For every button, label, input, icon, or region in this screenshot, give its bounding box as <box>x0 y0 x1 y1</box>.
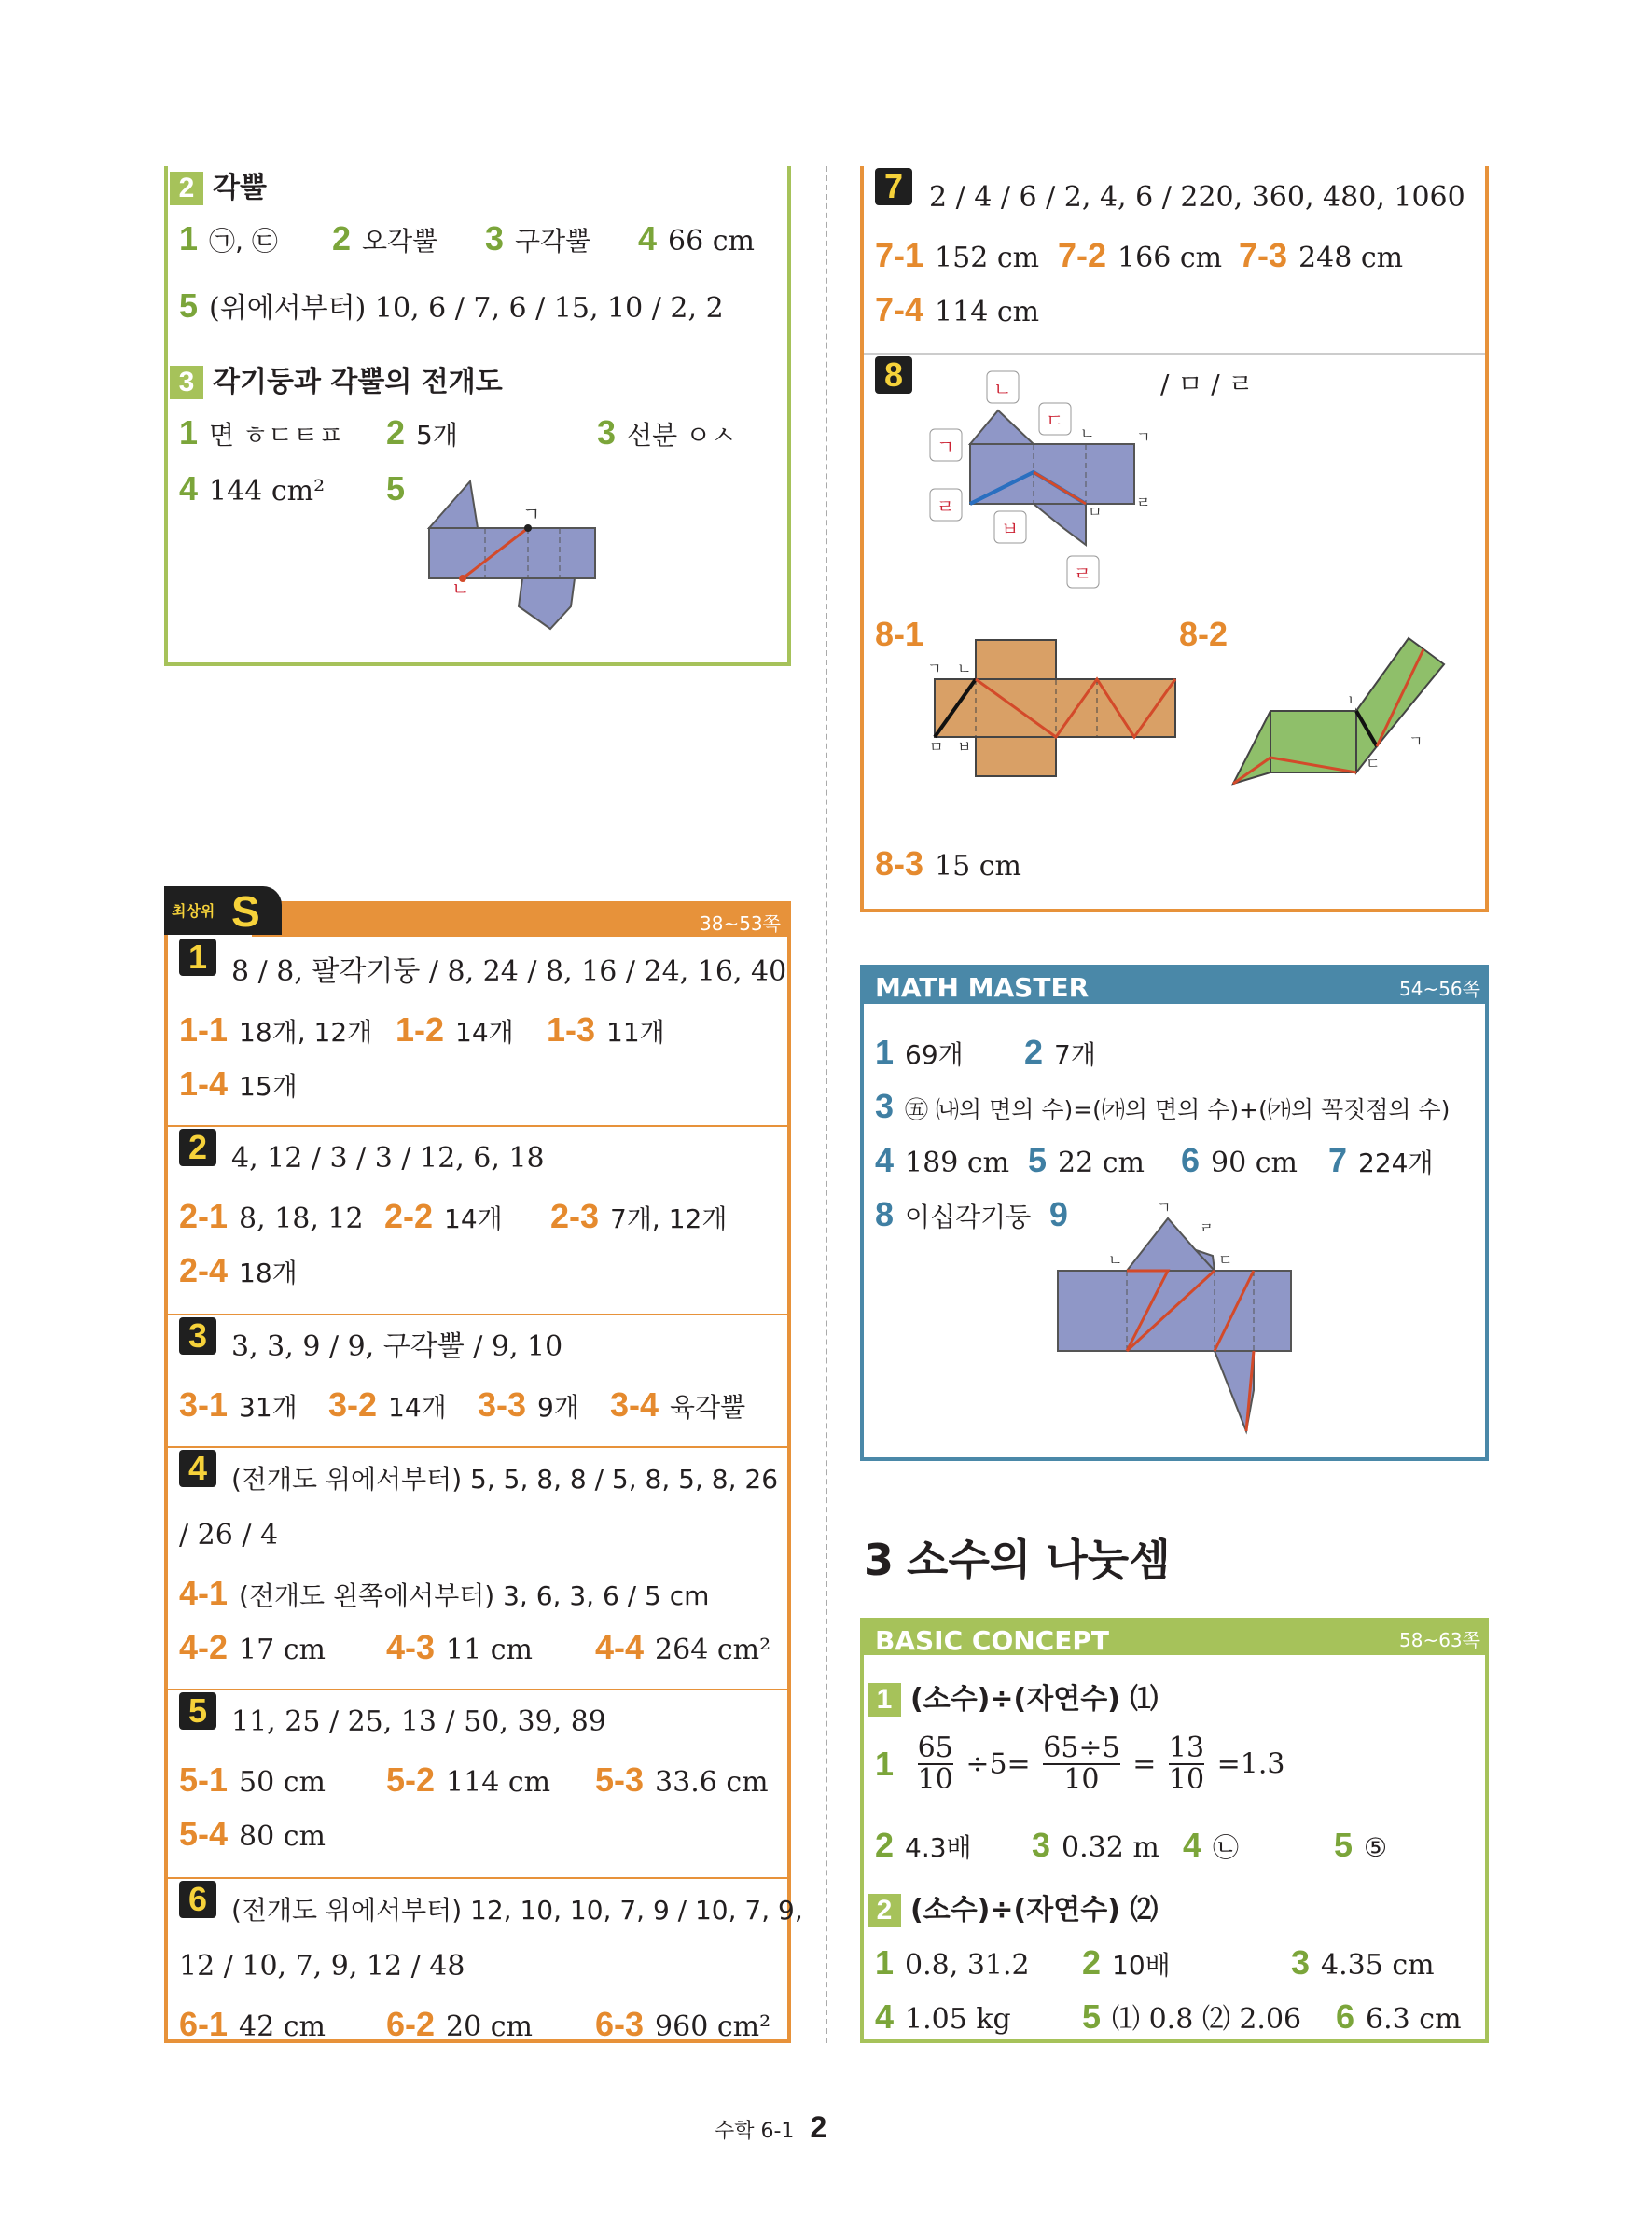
section-title: 각기둥과 각뿔의 전개도 <box>213 366 503 398</box>
answer-item: 2 오각뿔 <box>332 219 438 257</box>
problem-tag: 8 <box>875 356 912 394</box>
answer-item: 1-2 14개 <box>396 1010 514 1049</box>
answer-main: 4, 12 / 3 / 3 / 12, 6, 18 <box>231 1142 545 1175</box>
figure-label: ㄹ <box>1136 494 1151 511</box>
answer-item: 5 22 cm <box>1028 1141 1145 1179</box>
answer-row: 2-4 18개 <box>179 1251 298 1289</box>
problem-tag: 6 <box>179 1881 216 1918</box>
answer-item: 3-2 14개 <box>328 1385 447 1424</box>
answer-item: 1-3 11개 <box>547 1010 665 1049</box>
answer-main: / ㅁ / ㄹ <box>1160 369 1254 399</box>
chapter-title: 소수의 나눗셈 <box>907 1535 1171 1585</box>
answer-item: 3-4 육각뿔 <box>610 1385 746 1424</box>
answer-item: 2 4.3배 <box>875 1826 972 1864</box>
math-master-title: MATH MASTER <box>875 972 1090 1003</box>
answer-item: 3 4.35 cm <box>1291 1943 1435 1982</box>
answer-item: 1 69개 <box>875 1033 964 1071</box>
answer-main: 3, 3, 9 / 9, 구각뿔 / 9, 10 <box>231 1330 563 1363</box>
operator: = <box>1132 1747 1157 1781</box>
section-title: 각뿔 <box>213 172 267 204</box>
problem-tag: 1 <box>179 939 216 976</box>
answer-row: 4-1 (전개도 왼쪽에서부터) 3, 6, 3, 6 / 5 cm <box>179 1574 710 1612</box>
answer-item: 5-1 50 cm <box>179 1760 326 1799</box>
answer-item: 3 구각뿔 <box>485 219 591 257</box>
answer-item: 2 7개 <box>1024 1033 1096 1071</box>
answer-item: 7-2 166 cm <box>1058 236 1223 274</box>
section-heading <box>868 1886 1158 1927</box>
s-logo-icon: S <box>231 887 260 936</box>
answer-item: 5 ⑴ 0.8 ⑵ 2.06 <box>1082 1997 1302 2036</box>
result: =1.3 <box>1216 1747 1285 1781</box>
answer-item: 5-3 33.6 cm <box>595 1760 769 1799</box>
answer-item: 2 5개 <box>386 413 458 452</box>
problem-tag: 4 <box>179 1450 216 1487</box>
answer-item: 4-4 264 cm² <box>595 1628 771 1666</box>
answer-row: 8 이십각기둥 9 <box>875 1195 1068 1233</box>
answer-item: 4 ㉡ <box>1183 1826 1240 1864</box>
answer-item: 2 10배 <box>1082 1943 1171 1982</box>
figure-label: ㄱ <box>1409 732 1423 750</box>
answer-main: 8 / 8, 팔각기둥 / 8, 24 / 8, 16 / 24, 16, 40 <box>231 955 787 988</box>
answer-item: 4-3 11 cm <box>386 1628 533 1666</box>
page-footer <box>715 2110 826 2145</box>
answer-item: 6 90 cm <box>1181 1141 1298 1179</box>
figure-label: ㄱ <box>1157 1199 1172 1217</box>
answer-item: 7 224개 <box>1328 1141 1434 1179</box>
answer-item: 5-2 114 cm <box>386 1760 551 1799</box>
figure-label: ㅁ <box>1088 503 1103 521</box>
section-number: 2 <box>170 172 203 205</box>
page-range: 58~63쪽 <box>1399 1629 1480 1651</box>
answer-item: 2-3 7개, 12개 <box>550 1197 728 1235</box>
section-heading <box>868 1676 1158 1717</box>
figure-label: ㄴ <box>957 660 972 677</box>
figure-label: ㄷ <box>1046 410 1064 432</box>
figure-label: ㄴ <box>1108 1251 1123 1269</box>
subject-label: 수학 6-1 <box>715 2120 795 2143</box>
chapter-number: 3 <box>864 1535 895 1585</box>
fraction: $\frac{65\div 5}{10}$ <box>1043 1732 1120 1796</box>
answer-row: 5-4 80 cm <box>179 1815 326 1853</box>
section-number: 3 <box>170 366 203 399</box>
figure-label: ㄴ <box>993 378 1012 400</box>
section-title: (소수)÷(자연수) ⑵ <box>910 1894 1159 1927</box>
figure-label: ㄱ <box>1136 428 1151 446</box>
section-title: (소수)÷(자연수) ⑴ <box>910 1683 1159 1716</box>
answer-item: 5 ⑤ <box>1334 1826 1388 1864</box>
problem-tag: 2 <box>179 1129 216 1166</box>
answer-item: 3-3 9개 <box>478 1385 579 1424</box>
answer-row: 8-3 15 cm <box>875 844 1021 883</box>
answer-item: 3 0.32 m <box>1032 1826 1159 1864</box>
answer-row: 3 ㊄ ㈏의 면의 수)=(㈎의 면의 수)+(㈎의 꼭짓점의 수) <box>875 1087 1451 1125</box>
answer-item: 1 면 ㅎㄷㅌㅍ <box>179 413 344 452</box>
answer-row: 7-4 114 cm <box>875 290 1040 328</box>
fraction: $\frac{65}{10}$ <box>917 1732 953 1796</box>
answer-item: 4 144 cm² <box>179 469 326 508</box>
answer-item: 1 0.8, 31.2 <box>875 1943 1030 1982</box>
answer-item: 4 1.05 kg <box>875 1997 1011 2036</box>
answer-main: (전개도 위에서부터) 12, 10, 10, 7, 9 / 10, 7, 9, <box>231 1895 803 1926</box>
figure-label: ㄷ <box>1366 755 1381 772</box>
answer-item: 2-1 8, 18, 12 <box>179 1197 364 1235</box>
page-number: 2 <box>810 2110 827 2144</box>
chapter-heading <box>864 1526 1171 1588</box>
section-number: 2 <box>868 1894 901 1927</box>
answer-item: 2-2 14개 <box>384 1197 503 1235</box>
answer-item: 6-1 42 cm <box>179 2005 326 2043</box>
answer-row: 1-4 15개 <box>179 1064 298 1103</box>
operator: ÷5= <box>965 1747 1031 1781</box>
answer-item: 6-2 20 cm <box>386 2005 533 2043</box>
sub-problem-label: 8-2 <box>1179 615 1229 653</box>
answer-main: 11, 25 / 25, 13 / 50, 39, 89 <box>231 1705 606 1738</box>
page-range: 54~56쪽 <box>1399 978 1480 1000</box>
answer-item: 3 선분 ㅇㅅ <box>597 413 737 452</box>
answer-main: (전개도 위에서부터) 5, 5, 8, 8 / 5, 8, 5, 8, 26 <box>231 1464 779 1495</box>
sub-problem-label: 8-1 <box>875 615 924 653</box>
problem-tag: 7 <box>875 168 912 205</box>
answer-item: 7-1 152 cm <box>875 236 1040 274</box>
answer-item: 7-3 248 cm <box>1239 236 1404 274</box>
answer-continued: / 26 / 4 <box>179 1519 279 1551</box>
figure-label: ㄱ <box>522 503 541 525</box>
fraction-equation: 1 $\frac{65}{10}$ ÷5= $\frac{65\div 5}{10}$ = $\frac{13}{10}$ =1.3 <box>875 1732 1285 1796</box>
problem-tag: 3 <box>179 1317 216 1355</box>
figure-label: ㅂ <box>957 738 972 756</box>
figure-label: ㄴ <box>1080 424 1095 442</box>
answer-item: 4 189 cm <box>875 1141 1010 1179</box>
figure-label: ㄱ <box>937 436 955 458</box>
problem-tag: 5 <box>179 1692 216 1730</box>
answer-row: 5 (위에서부터) 10, 6 / 7, 6 / 15, 10 / 2, 2 <box>179 286 724 325</box>
figure-label: ㄴ <box>1347 691 1362 709</box>
answer-item: 4 66 cm <box>638 219 755 257</box>
answer-item: 1 ㉠, ㉢ <box>179 219 278 257</box>
fraction: $\frac{13}{10}$ <box>1168 1732 1205 1796</box>
figure-label: ㄷ <box>1218 1251 1233 1269</box>
answer-item: 3-1 31개 <box>179 1385 298 1424</box>
answer-item: 5 <box>386 469 406 508</box>
section-number: 1 <box>868 1683 901 1717</box>
figure-label: ㄹ <box>1074 563 1092 585</box>
answer-item: 4-2 17 cm <box>179 1628 326 1666</box>
page-range: 38~53쪽 <box>700 912 781 935</box>
figure-label: ㄹ <box>937 495 955 518</box>
figure-label: ㄴ <box>451 577 470 600</box>
answer-main: 2 / 4 / 6 / 2, 4, 6 / 220, 360, 480, 1060 <box>929 181 1465 214</box>
basic-concept-title: BASIC CONCEPT <box>875 1625 1109 1656</box>
figure-label: ㅂ <box>1001 518 1020 540</box>
figure-label: ㄱ <box>927 660 942 677</box>
answer-item: 1-1 18개, 12개 <box>179 1010 373 1049</box>
figure-label: ㄹ <box>1200 1219 1215 1237</box>
figure-label: ㅁ <box>929 738 944 756</box>
badge-label: 최상위 <box>172 902 215 920</box>
answer-item: 6-3 960 cm² <box>595 2005 771 2043</box>
answer-continued: 12 / 10, 7, 9, 12 / 48 <box>179 1950 465 1983</box>
answer-item: 6 6.3 cm <box>1336 1997 1462 2036</box>
